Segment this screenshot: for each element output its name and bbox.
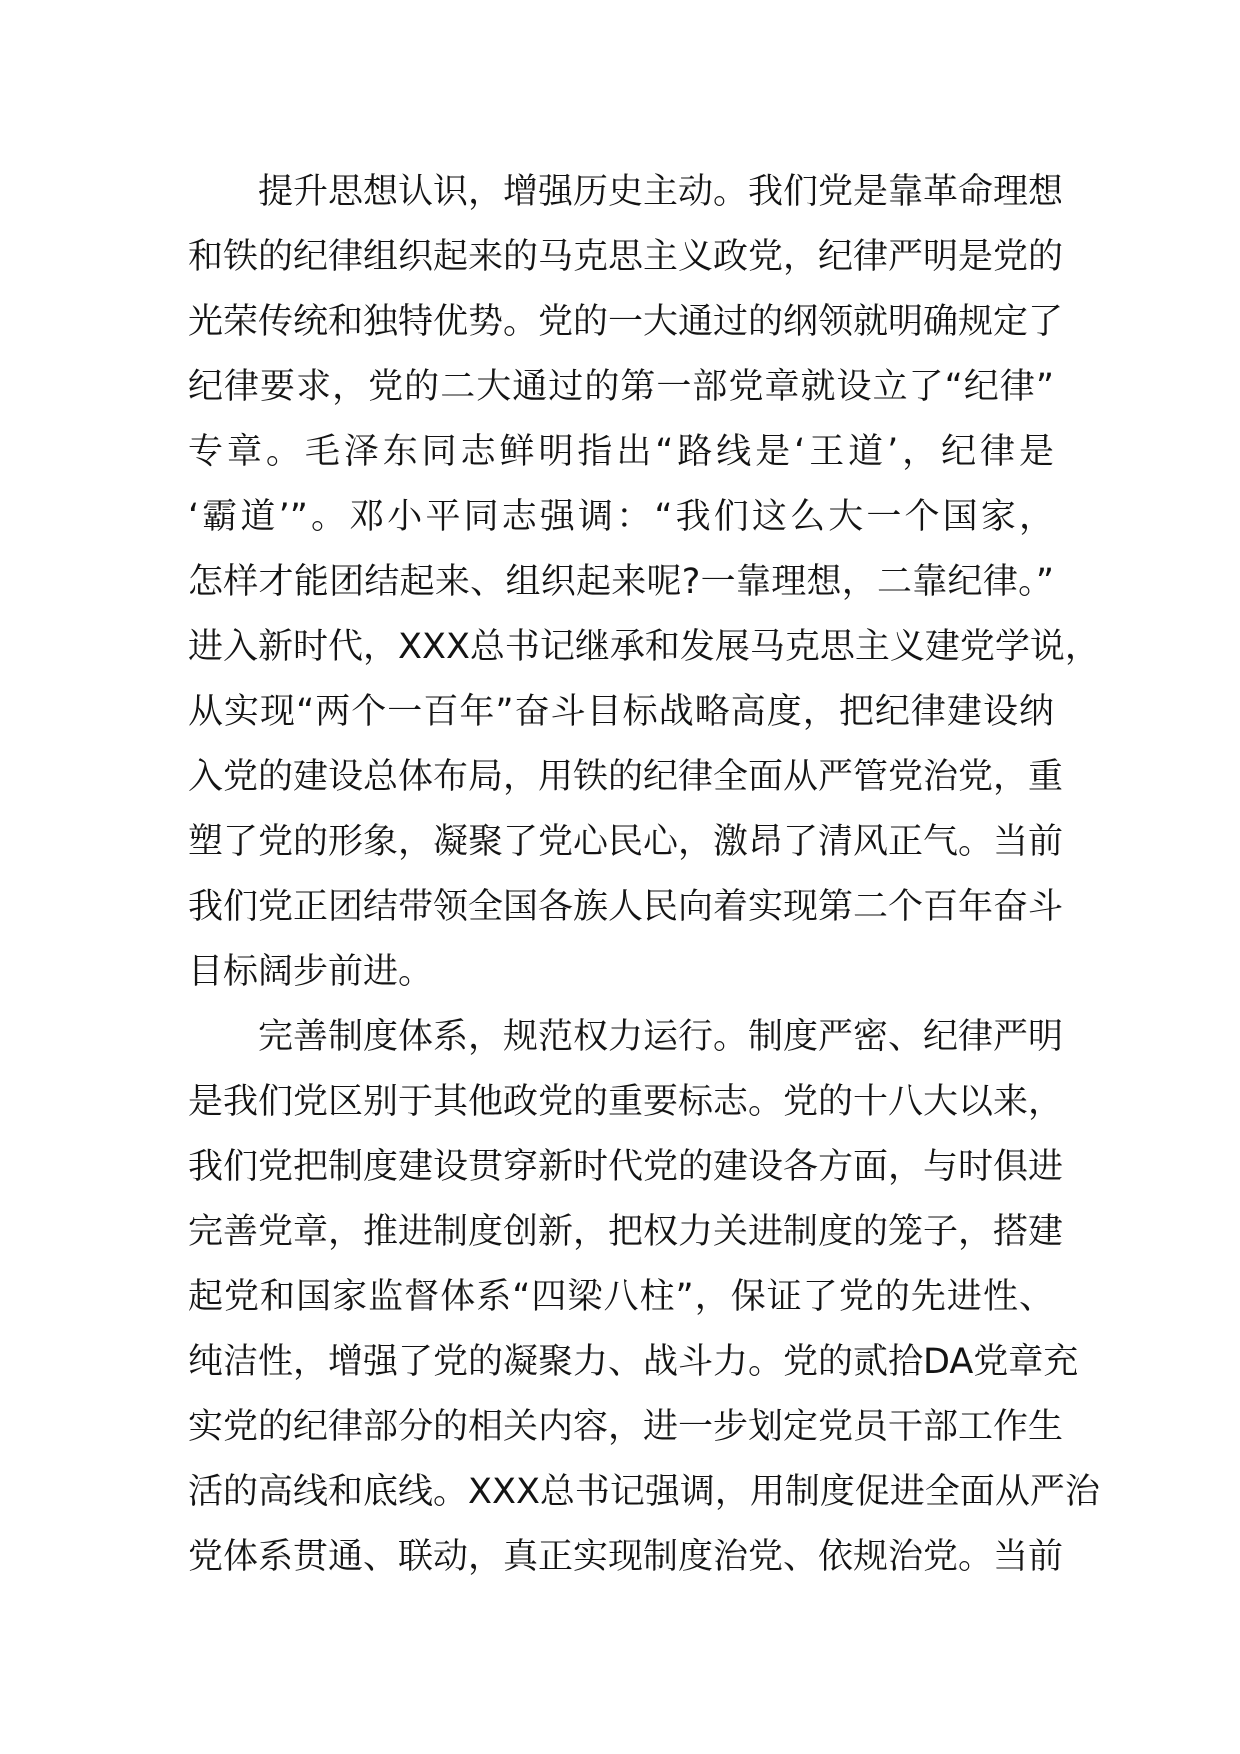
text-line: 我们党把制度建设贯穿新时代党的建设各方面，与时俱进	[188, 1147, 1064, 1187]
text-line: 活的高线和底线。XXX总书记强调，用制度促进全面从严治	[188, 1472, 1100, 1512]
text-line: 光荣传统和独特优势。党的一大通过的纲领就明确规定了	[188, 302, 1064, 342]
text-line: 完善党章，推进制度创新，把权力关进制度的笼子，搭建	[188, 1212, 1064, 1252]
text-line: 完善制度体系，规范权力运行。制度严密、纪律严明	[258, 1017, 1064, 1057]
paragraph-ideological-awareness	[188, 160, 1100, 1005]
text-line: 和铁的纪律组织起来的马克思主义政党，纪律严明是党的	[188, 237, 1064, 277]
text-line: 专章。毛泽东同志鲜明指出“路线是‘王道’，纪律是	[188, 432, 1054, 472]
text-line: 是我们党区别于其他政党的重要标志。党的十八大以来，	[188, 1082, 1064, 1122]
text-line: 目标阔步前进。	[188, 952, 434, 992]
text-line: 提升思想认识，增强历史主动。我们党是靠革命理想	[258, 172, 1064, 212]
text-line: 入党的建设总体布局，用铁的纪律全面从严管党治党，重	[188, 757, 1064, 797]
text-line: 纪律要求，党的二大通过的第一部党章就设立了“纪律”	[188, 367, 1054, 407]
text-line: 起党和国家监督体系“四梁八柱”，保证了党的先进性、	[188, 1277, 1054, 1317]
text-line: 纯洁性，增强了党的凝聚力、战斗力。党的贰拾DA党章充	[188, 1342, 1079, 1382]
text-line: 塑了党的形象，凝聚了党心民心，激昂了清风正气。当前	[188, 822, 1064, 862]
text-line: 党体系贯通、联动，真正实现制度治党、依规治党。当前	[188, 1537, 1064, 1577]
text-line: 实党的纪律部分的相关内容，进一步划定党员干部工作生	[188, 1407, 1064, 1447]
text-line: 我们党正团结带领全国各族人民向着实现第二个百年奋斗	[188, 887, 1064, 927]
text-line: 进入新时代，XXX总书记继承和发展马克思主义建党学说，	[188, 627, 1100, 667]
text-line: 怎样才能团结起来、组织起来呢?一靠理想，二靠纪律。”	[188, 562, 1054, 602]
document-body	[188, 160, 1100, 1590]
text-line: ‘霸道’”。邓小平同志强调：“我们这么大一个国家，	[188, 497, 1054, 537]
paragraph-institutional-system	[188, 1005, 1100, 1590]
text-line: 从实现“两个一百年”奋斗目标战略高度，把纪律建设纳	[188, 692, 1054, 732]
